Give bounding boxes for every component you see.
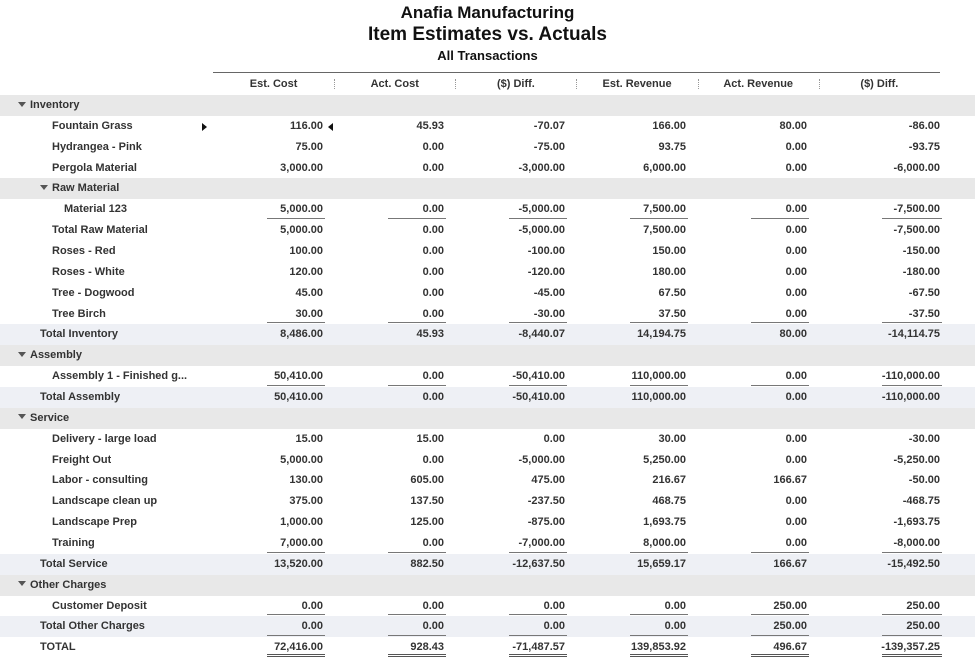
row-label: Roses - Red [52, 245, 116, 258]
row-label: Assembly [30, 349, 82, 362]
cell-value[interactable]: 5,000.00 [207, 199, 323, 220]
cell-value[interactable]: 0.00 [570, 596, 686, 617]
cell-value[interactable]: 80.00 [779, 328, 807, 341]
cell-value[interactable]: 0.00 [422, 265, 444, 278]
row-label: Landscape clean up [52, 495, 158, 508]
row-label: Delivery - large load [52, 432, 157, 445]
cell-value[interactable]: -30.00 [908, 432, 940, 445]
cell-value[interactable]: 0.00 [328, 199, 444, 220]
collapse-triangle-icon[interactable] [40, 185, 48, 190]
cell-value[interactable]: 93.75 [658, 140, 686, 153]
cell-value[interactable]: 0.00 [328, 616, 444, 637]
column-header-est-cost[interactable]: Est. Cost [249, 78, 298, 90]
cell-value[interactable]: 928.43 [328, 637, 444, 658]
cell-value[interactable]: -110,000.00 [881, 391, 940, 404]
cell-value[interactable]: 0.00 [449, 596, 565, 617]
collapse-triangle-icon[interactable] [18, 352, 26, 357]
cell-value[interactable]: 475.00 [531, 474, 565, 487]
cell-value[interactable]: 72,416.00 [207, 637, 323, 658]
row-label: Material 123 [64, 203, 127, 216]
cell-value[interactable]: 0.00 [328, 304, 444, 325]
cell-value[interactable]: -45.00 [533, 286, 565, 299]
cell-value[interactable]: 375.00 [289, 495, 323, 508]
section-header-row[interactable] [0, 345, 975, 366]
column-header-row [213, 72, 940, 95]
cell-value[interactable]: 5,250.00 [643, 453, 686, 466]
cell-value[interactable]: -875.00 [527, 516, 565, 529]
row-selector-left-icon [328, 123, 333, 131]
cell-value[interactable]: 100.00 [289, 245, 323, 258]
row-label: Training [52, 537, 95, 550]
cell-value[interactable]: 110,000.00 [631, 391, 686, 404]
cell-value[interactable]: 0.00 [207, 616, 323, 637]
cell-value[interactable]: 166.67 [773, 557, 807, 570]
cell-value[interactable]: 0.00 [785, 286, 807, 299]
section-header-row[interactable] [0, 408, 975, 429]
cell-value[interactable]: 882.50 [410, 557, 444, 570]
cell-value[interactable]: 0.00 [328, 533, 444, 554]
cell-value[interactable]: -150.00 [902, 245, 940, 258]
cell-value[interactable]: 0.00 [691, 199, 807, 220]
cell-value[interactable]: 30.00 [658, 432, 686, 445]
cell-value[interactable]: 15,659.17 [637, 557, 686, 570]
cell-value[interactable]: -8,000.00 [822, 533, 940, 554]
cell-value[interactable]: 8,000.00 [570, 533, 686, 554]
cell-value[interactable]: -180.00 [902, 265, 940, 278]
cell-value[interactable]: 1,693.75 [643, 516, 686, 529]
cell-value[interactable]: -71,487.57 [449, 637, 565, 658]
row-label: Raw Material [52, 182, 120, 195]
section-header-row[interactable] [0, 575, 975, 596]
cell-value[interactable]: 0.00 [328, 596, 444, 617]
cell-value[interactable]: 3,000.00 [280, 161, 323, 174]
cell-value[interactable]: 250.00 [691, 596, 807, 617]
row-label: Total Service [40, 557, 108, 570]
cell-value[interactable]: 15.00 [416, 432, 444, 445]
column-header-revenue-diff[interactable]: ($) Diff. [819, 73, 940, 95]
row-label: Hydrangea - Pink [52, 140, 142, 153]
cell-value[interactable]: -50,410.00 [449, 366, 565, 387]
cell-value[interactable]: -7,500.00 [822, 199, 940, 220]
cell-value[interactable]: 496.67 [691, 637, 807, 658]
cell-value[interactable]: -3,000.00 [518, 161, 565, 174]
table-row[interactable] [0, 262, 975, 283]
row-label: Total Assembly [40, 391, 121, 404]
column-header-act-cost[interactable]: Act. Cost [334, 73, 455, 95]
row-label: Other Charges [30, 578, 107, 591]
cell-value[interactable]: 0.00 [691, 304, 807, 325]
cell-value[interactable]: 37.50 [570, 304, 686, 325]
table-row[interactable] [0, 241, 975, 262]
report-subtitle: All Transactions [437, 48, 538, 63]
cell-value[interactable]: 166.67 [773, 474, 807, 487]
column-header-act-revenue[interactable]: Act. Revenue [698, 73, 819, 95]
row-label: Landscape Prep [52, 516, 137, 529]
row-label: Service [30, 411, 70, 424]
cell-value[interactable]: 14,194.75 [637, 328, 686, 341]
cell-value[interactable]: 166.00 [652, 119, 686, 132]
row-label: Tree Birch [52, 307, 106, 320]
cell-value[interactable]: 1,000.00 [280, 516, 323, 529]
cell-value[interactable]: -12,637.50 [512, 557, 565, 570]
cell-value[interactable]: 45.00 [295, 286, 323, 299]
column-header-est-revenue[interactable]: Est. Revenue [576, 73, 697, 95]
cell-value[interactable]: 0.00 [691, 366, 807, 387]
cell-value[interactable]: -8,440.07 [518, 328, 565, 341]
cell-value[interactable]: 45.93 [416, 119, 444, 132]
table-row[interactable] [0, 116, 975, 137]
row-label: Fountain Grass [52, 119, 133, 132]
row-label: Roses - White [52, 265, 125, 278]
cell-value[interactable]: -14,114.75 [888, 328, 940, 341]
cell-value[interactable]: -50.00 [908, 474, 940, 487]
cell-value[interactable]: -86.00 [908, 119, 940, 132]
total-row[interactable] [0, 324, 975, 345]
cell-value[interactable]: -7,000.00 [449, 533, 565, 554]
cell-value[interactable]: 5,000.00 [280, 224, 323, 237]
table-row[interactable] [0, 450, 975, 471]
cell-value[interactable]: 0.00 [422, 161, 444, 174]
section-header-row[interactable] [0, 95, 975, 116]
cell-value[interactable]: 468.75 [652, 495, 686, 508]
row-label: Customer Deposit [52, 599, 147, 612]
cell-value[interactable]: -7,500.00 [893, 224, 940, 237]
row-label: Tree - Dogwood [52, 286, 135, 299]
section-header-row[interactable] [0, 178, 975, 199]
row-label: Pergola Material [52, 161, 137, 174]
cell-value[interactable]: -139,357.25 [822, 637, 940, 658]
cell-value[interactable]: 250.00 [691, 616, 807, 637]
cell-value[interactable]: 110,000.00 [570, 366, 686, 387]
cell-value[interactable]: -30.00 [449, 304, 565, 325]
column-header-cost-diff[interactable]: ($) Diff. [455, 73, 576, 95]
cell-value[interactable]: 250.00 [822, 596, 940, 617]
cell-value[interactable]: 6,000.00 [643, 161, 686, 174]
cell-value[interactable]: 0.00 [570, 616, 686, 637]
cell-value[interactable]: 30.00 [207, 304, 323, 325]
cell-value[interactable]: 216.67 [652, 474, 686, 487]
cell-value[interactable]: 0.00 [691, 533, 807, 554]
table-row[interactable] [0, 158, 975, 179]
cell-value[interactable]: 150.00 [652, 245, 686, 258]
cell-value[interactable]: 0.00 [785, 161, 807, 174]
cell-value[interactable]: -468.75 [902, 495, 940, 508]
cell-value[interactable]: 0.00 [785, 453, 807, 466]
cell-value[interactable]: -50,410.00 [512, 391, 565, 404]
cell-value[interactable]: 5,000.00 [280, 453, 323, 466]
cell-value[interactable]: 0.00 [422, 453, 444, 466]
cell-value[interactable]: -100.00 [527, 245, 565, 258]
cell-value[interactable]: 130.00 [289, 474, 323, 487]
cell-value[interactable]: 0.00 [328, 366, 444, 387]
cell-value[interactable]: 0.00 [449, 616, 565, 637]
cell-value[interactable]: 137.50 [410, 495, 444, 508]
cell-value[interactable]: 0.00 [207, 596, 323, 617]
cell-value[interactable]: 120.00 [289, 265, 323, 278]
cell-value[interactable]: 0.00 [785, 140, 807, 153]
cell-value[interactable]: 80.00 [779, 119, 807, 132]
cell-value[interactable]: -93.75 [908, 140, 940, 153]
cell-value[interactable]: -5,000.00 [449, 199, 565, 220]
table-row[interactable] [0, 470, 975, 491]
row-label: Freight Out [52, 453, 112, 466]
table-row[interactable] [0, 220, 975, 241]
cell-value[interactable]: 116.00 [289, 119, 323, 132]
cell-value[interactable]: -110,000.00 [822, 366, 940, 387]
row-label: Total Other Charges [40, 620, 145, 633]
table-row[interactable] [0, 533, 975, 554]
cell-value[interactable]: -75.00 [533, 140, 565, 153]
cell-value[interactable]: -1,693.75 [893, 516, 940, 529]
cell-value[interactable]: 0.00 [422, 391, 444, 404]
cell-value[interactable]: 75.00 [295, 140, 323, 153]
table-row[interactable] [0, 596, 975, 617]
cell-value[interactable]: 0.00 [785, 245, 807, 258]
cell-value[interactable]: 0.00 [785, 432, 807, 445]
cell-value[interactable]: -15,492.50 [887, 557, 940, 570]
table-row[interactable] [0, 491, 975, 512]
cell-value[interactable]: -6,000.00 [893, 161, 940, 174]
cell-value[interactable]: 7,500.00 [570, 199, 686, 220]
cell-value[interactable]: 50,410.00 [207, 366, 323, 387]
total-row[interactable] [0, 387, 975, 408]
cell-value[interactable]: -5,000.00 [518, 453, 565, 466]
table-row[interactable] [0, 366, 975, 387]
cell-value[interactable]: 0.00 [785, 495, 807, 508]
cell-value[interactable]: 7,500.00 [643, 224, 686, 237]
cell-value[interactable]: 0.00 [785, 516, 807, 529]
cell-value[interactable]: 8,486.00 [280, 328, 323, 341]
report-title: Item Estimates vs. Actuals [367, 24, 607, 45]
cell-value[interactable]: 0.00 [422, 286, 444, 299]
collapse-triangle-icon[interactable] [18, 414, 26, 419]
cell-value[interactable]: 250.00 [822, 616, 940, 637]
cell-value[interactable]: 13,520.00 [274, 557, 323, 570]
cell-value[interactable]: 0.00 [543, 432, 565, 445]
total-row[interactable] [0, 554, 975, 575]
row-label: Labor - consulting [52, 474, 148, 487]
cell-value[interactable]: -120.00 [527, 265, 565, 278]
cell-value[interactable]: 125.00 [410, 516, 444, 529]
report-body [0, 95, 975, 658]
table-row[interactable] [0, 429, 975, 450]
cell-value[interactable]: 0.00 [422, 140, 444, 153]
table-row[interactable] [0, 512, 975, 533]
cell-value[interactable]: -5,000.00 [518, 224, 565, 237]
cell-value[interactable]: -237.50 [527, 495, 565, 508]
row-label: Total Inventory [40, 328, 119, 341]
company-name: Anafia Manufacturing [400, 3, 575, 22]
collapse-triangle-icon[interactable] [18, 581, 26, 586]
table-row[interactable] [0, 283, 975, 304]
cell-value[interactable]: 0.00 [785, 224, 807, 237]
cell-value[interactable]: 0.00 [422, 245, 444, 258]
table-row[interactable] [0, 137, 975, 158]
cell-value[interactable]: 0.00 [785, 265, 807, 278]
row-label: Inventory [30, 99, 80, 111]
cell-value[interactable]: 7,000.00 [207, 533, 323, 554]
report-header [0, 0, 975, 69]
cell-value[interactable]: -70.07 [533, 119, 565, 132]
cell-value[interactable]: -67.50 [908, 286, 940, 299]
grand-total-row[interactable] [0, 637, 975, 658]
row-label: Total Raw Material [52, 224, 148, 237]
cell-value[interactable]: 50,410.00 [274, 391, 323, 404]
cell-value[interactable]: 139,853.92 [570, 637, 686, 658]
cell-value[interactable]: 15.00 [295, 432, 323, 445]
row-label: Assembly 1 - Finished g... [52, 370, 188, 383]
table-row[interactable] [0, 199, 975, 220]
total-row[interactable] [0, 616, 975, 637]
cell-value[interactable]: -37.50 [822, 304, 940, 325]
row-label: TOTAL [40, 641, 76, 654]
cell-value[interactable]: 605.00 [410, 474, 444, 487]
table-row[interactable] [0, 304, 975, 325]
cell-value[interactable]: 180.00 [652, 265, 686, 278]
cell-value[interactable]: 0.00 [422, 224, 444, 237]
cell-value[interactable]: 67.50 [658, 286, 686, 299]
collapse-triangle-icon[interactable] [18, 102, 26, 107]
cell-value[interactable]: 0.00 [785, 391, 807, 404]
cell-value[interactable]: 45.93 [416, 328, 444, 341]
cell-value[interactable]: -5,250.00 [893, 453, 940, 466]
